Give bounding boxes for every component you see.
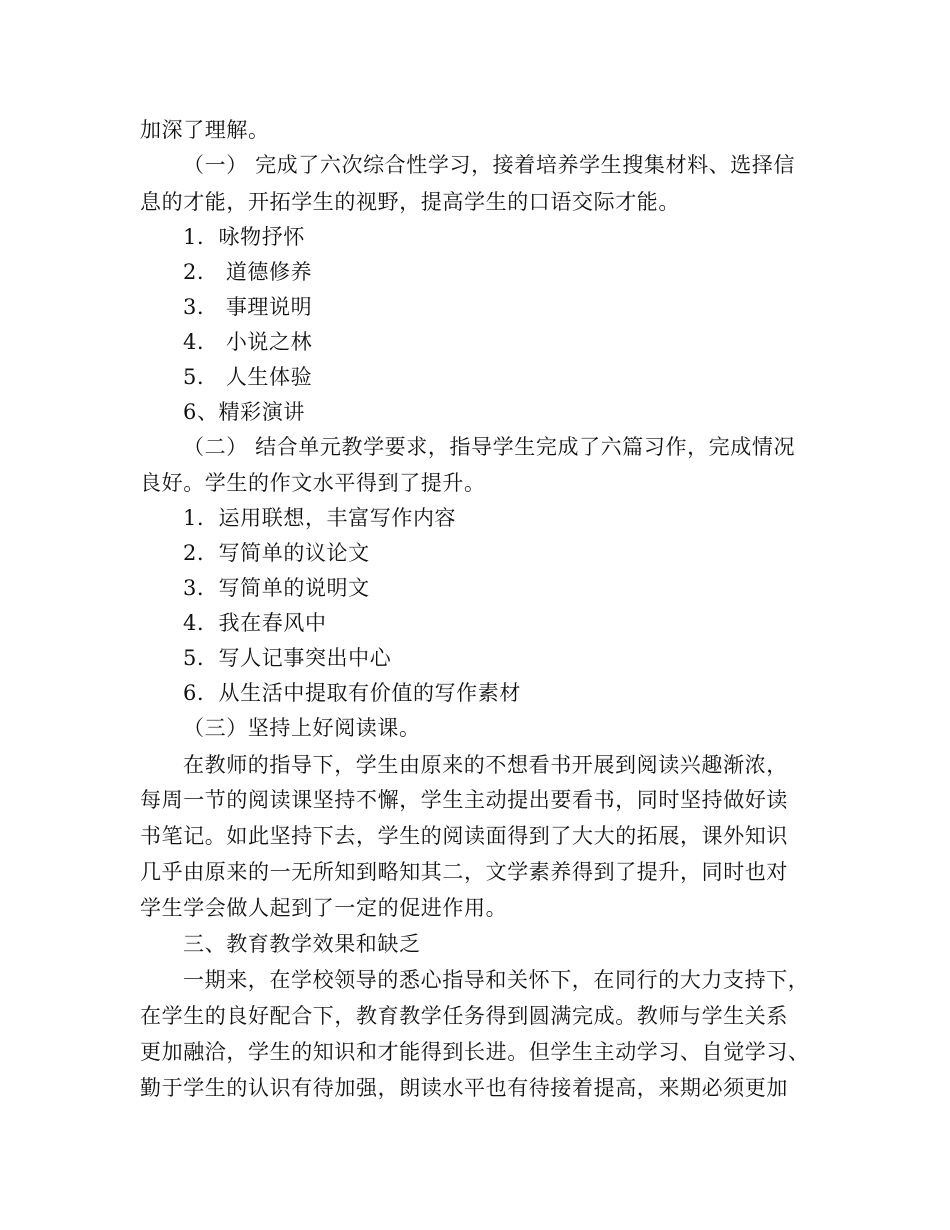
text-line: 良好。学生的作文水平得到了提升。	[140, 471, 486, 495]
text-line: 几乎由原来的一无所知到略知其二，文学素养得到了提升，同时也对	[140, 860, 788, 884]
text-line: 息的才能，开拓学生的视野，提高学生的口语交际才能。	[140, 190, 680, 214]
text-line: 在教师的指导下，学生由原来的不想看书开展到阅读兴趣渐浓，	[183, 753, 788, 777]
list-item: 3． 事理说明	[183, 295, 313, 319]
list-item: 4．我在春风中	[183, 611, 327, 635]
text-line: 书笔记。如此坚持下去，学生的阅读面得到了大大的拓展，课外知识	[140, 824, 788, 848]
text-line: 每周一节的阅读课坚持不懈，学生主动提出要看书，同时坚持做好读	[140, 788, 788, 812]
section-heading: 三、教育教学效果和缺乏	[183, 932, 421, 956]
list-item: 3．写简单的说明文	[183, 576, 370, 600]
section-heading: （三）坚持上好阅读课。	[183, 716, 421, 740]
text-line: （二） 结合单元教学要求，指导学生完成了六篇习作，完成情况	[183, 435, 796, 459]
list-item: 2． 道德修养	[183, 260, 313, 284]
text-line: 一期来，在学校领导的悉心指导和关怀下，在同行的大力支持下，	[183, 968, 810, 992]
list-item: 5． 人生体验	[183, 365, 313, 389]
text-line: 在学生的良好配合下，教育教学任务得到圆满完成。教师与学生关系	[140, 1004, 788, 1028]
list-item: 2．写简单的议论文	[183, 541, 370, 565]
text-line: 加深了理解。	[140, 118, 270, 142]
text-line: 更加融洽，学生的知识和才能得到长进。但学生主动学习、自觉学习、	[140, 1040, 810, 1064]
list-item: 1．运用联想，丰富写作内容	[183, 506, 457, 530]
list-item: 4． 小说之林	[183, 330, 313, 354]
list-item: 6．从生活中提取有价值的写作素材	[183, 681, 521, 705]
list-item: 5．写人记事突出中心	[183, 646, 392, 670]
list-item: 1．咏物抒怀	[183, 225, 305, 249]
text-line: 学生学会做人起到了一定的促进作用。	[140, 896, 508, 920]
text-line: 勤于学生的认识有待加强，朗读水平也有待接着提高，来期必须更加	[140, 1076, 788, 1100]
text-line: （一） 完成了六次综合性学习，接着培养学生搜集材料、选择信	[183, 153, 796, 177]
list-item: 6、精彩演讲	[183, 400, 305, 424]
